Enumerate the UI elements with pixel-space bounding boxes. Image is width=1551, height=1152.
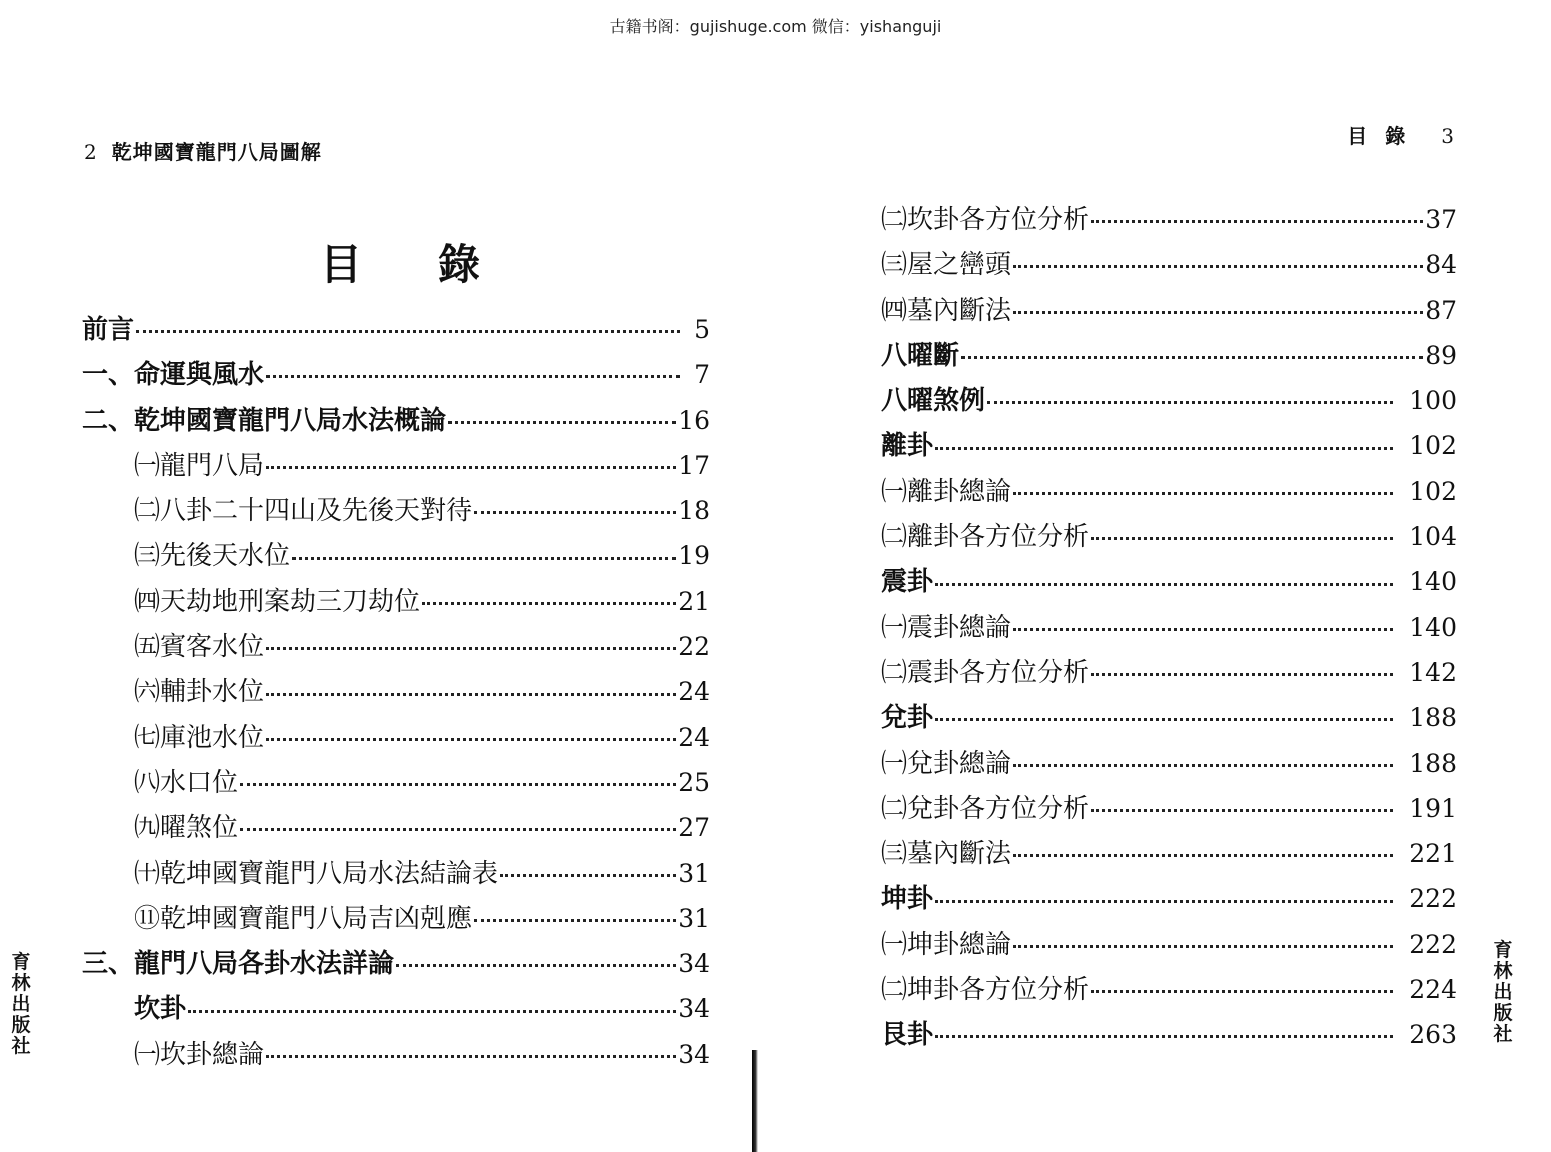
toc-entry-label: 八曜煞例	[881, 386, 986, 417]
toc-entry-label: 八曜斷	[881, 340, 960, 371]
toc-entry-label: 坤卦	[881, 884, 934, 915]
toc-entry	[82, 986, 710, 1031]
toc-leader-dots	[1091, 990, 1393, 993]
toc-entry	[881, 423, 1457, 468]
toc-entry	[881, 876, 1457, 921]
left-toc-list	[82, 307, 710, 1077]
toc-entry-label: ㈠震卦總論	[881, 612, 1012, 643]
right-publisher-mark: 育林出版社	[1493, 939, 1513, 1045]
binding-fold-shadow	[752, 1050, 758, 1152]
toc-entry-label: ㈡兌卦各方位分析	[881, 793, 1090, 824]
toc-leader-dots	[474, 511, 676, 514]
toc-entry-label: 一、命運與風水	[82, 360, 265, 391]
toc-leader-dots	[136, 330, 680, 333]
toc-entry	[82, 805, 710, 850]
toc-entry-label: ㈦庫池水位	[134, 722, 265, 753]
toc-leader-dots	[188, 1010, 676, 1013]
toc-entry-page: 24	[678, 677, 710, 707]
toc-entry-label: 二、乾坤國寶龍門八局水法概論	[82, 405, 447, 436]
left-publisher-mark: 育林出版社	[11, 951, 31, 1057]
toc-leader-dots	[1013, 854, 1393, 857]
toc-leader-dots	[422, 602, 676, 605]
toc-entry-page: 224	[1409, 975, 1457, 1005]
toc-entry-label: 震卦	[881, 567, 934, 598]
toc-entry-label: ㈢墓內斷法	[881, 839, 1012, 870]
toc-entry-page: 31	[678, 903, 710, 933]
toc-entry	[881, 922, 1457, 967]
toc-entry	[881, 650, 1457, 695]
toc-entry	[82, 352, 710, 397]
toc-entry	[82, 443, 710, 488]
left-running-head	[84, 136, 322, 165]
toc-entry-page: 142	[1409, 657, 1457, 687]
toc-entry-page: 140	[1409, 567, 1457, 597]
toc-entry-label: 兌卦	[881, 703, 934, 734]
toc-entry-page: 21	[678, 586, 710, 616]
toc-entry-label: ㈩乾坤國寶龍門八局水法結論表	[134, 858, 499, 889]
toc-entry	[82, 851, 710, 896]
toc-entry-page: 221	[1409, 839, 1457, 869]
right-running-head	[1347, 120, 1455, 149]
toc-entry-label: ⑪乾坤國寶龍門八局吉凶剋應	[134, 903, 473, 934]
toc-leader-dots	[266, 693, 676, 696]
toc-entry-page: 7	[694, 360, 710, 390]
toc-entry-label: ㈠離卦總論	[881, 476, 1012, 507]
toc-leader-dots	[1013, 492, 1393, 495]
toc-entry	[881, 786, 1457, 831]
toc-entry	[82, 669, 710, 714]
toc-leader-dots	[500, 874, 676, 877]
toc-entry	[82, 1032, 710, 1077]
toc-leader-dots	[292, 557, 676, 560]
toc-entry-label: ㈡坤卦各方位分析	[881, 975, 1090, 1006]
toc-entry-label: ㈠龍門八局	[134, 450, 265, 481]
toc-entry-page: 87	[1425, 295, 1457, 325]
toc-entry-page: 100	[1409, 386, 1457, 416]
toc-entry-page: 89	[1425, 340, 1457, 370]
toc-entry-page: 222	[1409, 929, 1457, 959]
toc-entry	[82, 307, 710, 352]
toc-entry	[881, 469, 1457, 514]
toc-entry-label: ㈥輔卦水位	[134, 677, 265, 708]
left-running-title: 乾坤國寶龍門八局圖解	[111, 140, 322, 164]
left-page-number: 2	[84, 140, 98, 164]
toc-entry	[82, 624, 710, 669]
toc-entry-page: 191	[1409, 793, 1457, 823]
toc-entry	[881, 605, 1457, 650]
toc-entry	[82, 896, 710, 941]
toc-entry-page: 37	[1425, 205, 1457, 234]
toc-entry-page: 31	[678, 858, 710, 888]
toc-entry-page: 17	[678, 450, 710, 480]
toc-entry-label: ㈡八卦二十四山及先後天對待	[134, 496, 473, 527]
toc-entry-label: 艮卦	[881, 1020, 934, 1051]
toc-entry	[881, 197, 1457, 242]
toc-entry-page: 25	[678, 767, 710, 797]
toc-leader-dots	[240, 783, 676, 786]
toc-entry-label: ㈠坤卦總論	[881, 929, 1012, 960]
toc-entry	[881, 695, 1457, 740]
toc-entry	[881, 288, 1457, 333]
toc-leader-dots	[266, 738, 676, 741]
right-running-title: 目錄	[1347, 124, 1424, 148]
toc-leader-dots	[266, 1055, 676, 1058]
toc-entry	[881, 514, 1457, 559]
watermark-text: 古籍书阁：gujishuge.com 微信：yishanguji	[609, 17, 942, 36]
toc-entry	[82, 760, 710, 805]
toc-entry-page: 24	[678, 722, 710, 752]
toc-entry-label: 前言	[82, 315, 135, 345]
toc-leader-dots	[1013, 764, 1393, 767]
toc-entry	[881, 333, 1457, 378]
right-page-number: 3	[1441, 124, 1455, 148]
toc-entry-page: 222	[1409, 884, 1457, 914]
toc-entry-label: 坎卦	[134, 994, 187, 1025]
toc-entry-page: 263	[1409, 1020, 1457, 1050]
toc-leader-dots	[961, 356, 1423, 359]
toc-entry-label: ㈢先後天水位	[134, 541, 291, 572]
toc-leader-dots	[935, 900, 1393, 903]
toc-entry-page: 5	[694, 315, 710, 344]
toc-entry	[82, 398, 710, 443]
toc-leader-dots	[266, 647, 676, 650]
toc-entry	[881, 242, 1457, 287]
toc-leader-dots	[935, 718, 1393, 721]
toc-entry-label: ㈧水口位	[134, 767, 239, 798]
toc-entry-label: ㈤賓客水位	[134, 632, 265, 663]
toc-entry-page: 140	[1409, 612, 1457, 642]
toc-leader-dots	[240, 828, 676, 831]
toc-leader-dots	[396, 964, 676, 967]
toc-entry	[82, 533, 710, 578]
right-page	[775, 0, 1551, 1152]
toc-leader-dots	[935, 447, 1393, 450]
toc-entry-page: 34	[678, 1039, 710, 1069]
toc-entry-label: 三、龍門八局各卦水法詳論	[82, 949, 395, 980]
toc-entry-label: ㈨曜煞位	[134, 813, 239, 844]
toc-entry-page: 84	[1425, 250, 1457, 280]
toc-entry-label: ㈢屋之巒頭	[881, 250, 1012, 281]
toc-entry-page: 188	[1409, 703, 1457, 733]
right-toc-list	[881, 197, 1457, 1058]
toc-entry	[82, 488, 710, 533]
toc-leader-dots	[1091, 537, 1393, 540]
toc-entry	[881, 831, 1457, 876]
toc-entry-page: 188	[1409, 748, 1457, 778]
toc-entry	[82, 579, 710, 624]
toc-leader-dots	[448, 421, 676, 424]
toc-entry	[881, 967, 1457, 1012]
toc-entry-page: 22	[678, 632, 710, 662]
toc-leader-dots	[1013, 628, 1393, 631]
toc-entry-page: 34	[678, 949, 710, 979]
toc-entry-label: 離卦	[881, 431, 934, 462]
toc-entry-page: 34	[678, 994, 710, 1024]
toc-leader-dots	[1091, 673, 1393, 676]
toc-leader-dots	[987, 401, 1393, 404]
toc-entry	[82, 941, 710, 986]
toc-entry	[82, 715, 710, 760]
toc-leader-dots	[1091, 809, 1393, 812]
toc-entry-label: ㈣天劫地刑案劫三刀劫位	[134, 586, 421, 617]
toc-title: 目錄	[320, 240, 557, 289]
toc-entry-page: 102	[1409, 476, 1457, 506]
left-page	[0, 0, 775, 1152]
toc-leader-dots	[935, 1035, 1393, 1038]
toc-entry-label: ㈡坎卦各方位分析	[881, 205, 1090, 235]
toc-leader-dots	[474, 919, 676, 922]
toc-entry-page: 27	[678, 813, 710, 843]
toc-leader-dots	[1013, 945, 1393, 948]
toc-entry-page: 102	[1409, 431, 1457, 461]
toc-leader-dots	[935, 583, 1393, 586]
toc-leader-dots	[266, 466, 676, 469]
toc-entry-label: ㈣墓內斷法	[881, 295, 1012, 326]
toc-entry	[881, 559, 1457, 604]
toc-leader-dots	[1091, 220, 1423, 223]
toc-entry-label: ㈠兌卦總論	[881, 748, 1012, 779]
toc-leader-dots	[266, 375, 680, 378]
toc-entry-label: ㈠坎卦總論	[134, 1039, 265, 1070]
toc-entry-label: ㈡離卦各方位分析	[881, 522, 1090, 553]
toc-entry-label: ㈡震卦各方位分析	[881, 657, 1090, 688]
toc-entry	[881, 1012, 1457, 1057]
toc-entry-page: 104	[1409, 522, 1457, 552]
toc-entry-page: 19	[678, 541, 710, 571]
toc-entry	[881, 378, 1457, 423]
toc-entry	[881, 741, 1457, 786]
toc-entry-page: 18	[678, 496, 710, 526]
toc-leader-dots	[1013, 265, 1423, 268]
toc-entry-page: 16	[678, 405, 710, 435]
toc-leader-dots	[1013, 311, 1423, 314]
